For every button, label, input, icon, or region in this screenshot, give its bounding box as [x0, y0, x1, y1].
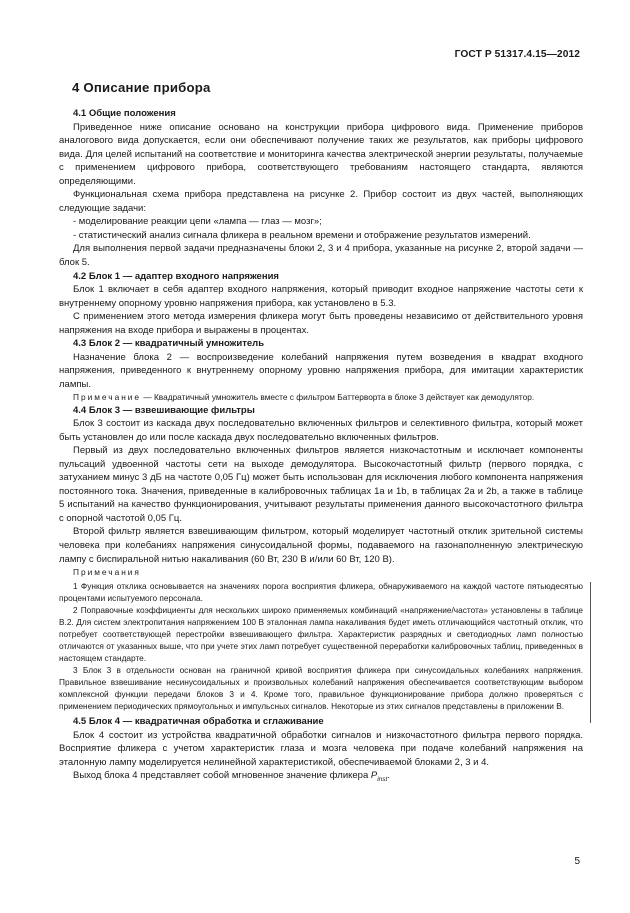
page-number: 5 — [574, 856, 580, 867]
subsection-title-4-1: 4.1 Общие положения — [73, 108, 176, 119]
subsection-title-4-3: 4.3 Блок 2 — квадратичный умножитель — [73, 338, 265, 350]
note-item: 2 Поправочные коэффициенты для нескольких широко применяемых комбинаций «напряжение/частота» установлены в таблице В.2. Для систем электропитания напряжением 100 В эталонная лампа накаливания будет иметь отличающийся частотный отклик, что потребует соответствующей перестройки взвешивающего фильтра. Характеристик разрядных и светодиодных ламп полностью отличаются от указанных выше, что при учете этих ламп потребует существенной переработки калибровочных таблиц, приведенных в настоящем стандарте. — [59, 604, 583, 663]
paragraph — [59, 769, 583, 786]
paragraph: Блок 1 включает в себя адаптер входного напряжения, который приводит входное напряжение частоты сети к внутреннему опорному уровню напряжения прибора, как установлено в 5.3. — [59, 284, 583, 309]
paragraph: Блок 4 состоит из устройства квадратичной обработки сигналов и низкочастотного фильтра первого порядка. Восприятие фликера с учетом характеристик глаза и мозга человека при подаче колебаний напряжения на эталонную лампу моделируется нелинейной характеристикой, обеспечиваемой блоками 2, 3 и 4. — [59, 729, 583, 768]
notes-label: Примечания — [73, 567, 141, 578]
note-text: — Квадратичный умножитель вместе с фильтром Баттерворта в блоке 3 действует как демодулятор. — [141, 392, 535, 403]
subsection-title-4-5: 4.5 Блок 4 — квадратичная обработка и сглаживание — [73, 716, 324, 728]
list-item: - моделирование реакции цепи «лампа — глаз — мозг»; — [73, 216, 322, 228]
change-bar — [590, 582, 591, 723]
notes-block — [59, 566, 583, 712]
note-item: 3 Блок 3 в отдельности основан на граничной кривой восприятия фликера при синусоидальных колебаниях напряжения. Правильное взвешивание несинусоидальных и произвольных колебаний напряжения обеспечивается соответствующим выбором комплексной функции передачи блоков 3 и 4. Кроме того, правильное функционирование прибора должно проверяться с применением периодических прямоугольных и импульсных сигналов. Некоторые из этих сигналов представлены в приложении В. — [59, 664, 583, 712]
paragraph: Блок 3 состоит из каскада двух последовательно включенных фильтров и селективного фильтра, который может быть установлен до или после каскада двух последовательно включенных фильтров. — [59, 418, 583, 443]
paragraph: Для выполнения первой задачи предназначены блоки 2, 3 и 4 прибора, указанные на рисунке 2, второй задачи — блок 5. — [59, 243, 583, 269]
paragraph: Второй фильтр является взвешивающим фильтром, который моделирует частотный отклик зрительной системы человека при колебаниях напряжения синусоидальной формы, подаваемого на газонаполненную электрическую лампу с биспиральной нитью накаливания (60 Вт, 230 В и/или 60 Вт, 120 В). — [59, 526, 583, 565]
paragraph: Назначение блока 2 — воспроизведение колебаний напряжения путем возведения в квадрат входного напряжения, приведенного к внутреннему опорному уровню напряжения прибора, для имитации характеристик лампы. — [59, 351, 583, 390]
subsection-title-4-2: 4.2 Блок 1 — адаптер входного напряжения — [73, 270, 279, 282]
document-body — [59, 107, 583, 787]
paragraph: Функциональная схема прибора представлена на рисунке 2. Прибор состоит из двух частей, выполняющих следующие задачи: — [59, 189, 583, 214]
subsection-title-4-4: 4.4 Блок 3 — взвешивающие фильтры — [73, 404, 255, 416]
paragraph: Первый из двух последовательно включенных фильтров является низкочастотным и исключает компоненты пульсаций удвоенной частоты сети на выходе демодулятора. Высокочастотный фильтр (первого порядка, с затуханием минус 3 дБ на частоте 0,05 Гц) может быть использован для исключения любого компонента напряжения постоянного тока. Значения, приведенные в калибровочных таблицах 1а и 1b, в таблицах 2а и 2b, а также в таблице 5 испытаний на качество функционирования, учитывают результаты применения данного высокочастотного фильтра с опорной частотой 0,05 Гц. — [59, 445, 583, 524]
symbol-p: P — [370, 770, 378, 782]
document-id: ГОСТ Р 51317.4.15—2012 — [454, 49, 580, 60]
note-item: 1 Функция отклика основывается на значениях порога восприятия фликера, обнаруживаемого на каждой частоте пятьюдесятью процентами испытуемого персонала. — [59, 580, 583, 603]
note — [59, 391, 583, 403]
list-item: - статистический анализ сигнала фликера в реальном времени и отображение результатов измерений. — [73, 229, 531, 241]
paragraph-end: . — [387, 770, 390, 782]
paragraph: Приведенное ниже описание основано на конструкции прибора цифрового вида. Применение приборов аналогового вида допускается, если они обеспечивают получение таких же результатов, как приборы цифрового вида. Для целей испытаний на соответствие и мониторинга качества электрической энергии результаты, получаемые с применением цифрового прибора, соответствующего требованиям настоящего стандарта, являются определяющими. — [59, 121, 583, 187]
section-title: 4 Описание прибора — [72, 80, 211, 95]
paragraph-text: Выход блока 4 представляет собой мгновенное значение фликера — [73, 770, 371, 782]
paragraph: С применением этого метода измерения фликера могут быть проведены независимо от действительного уровня напряжения на входе прибора и выражены в процентах. — [59, 311, 583, 336]
symbol-subscript: inst — [377, 776, 388, 784]
note-label: Примечание — [73, 392, 142, 403]
